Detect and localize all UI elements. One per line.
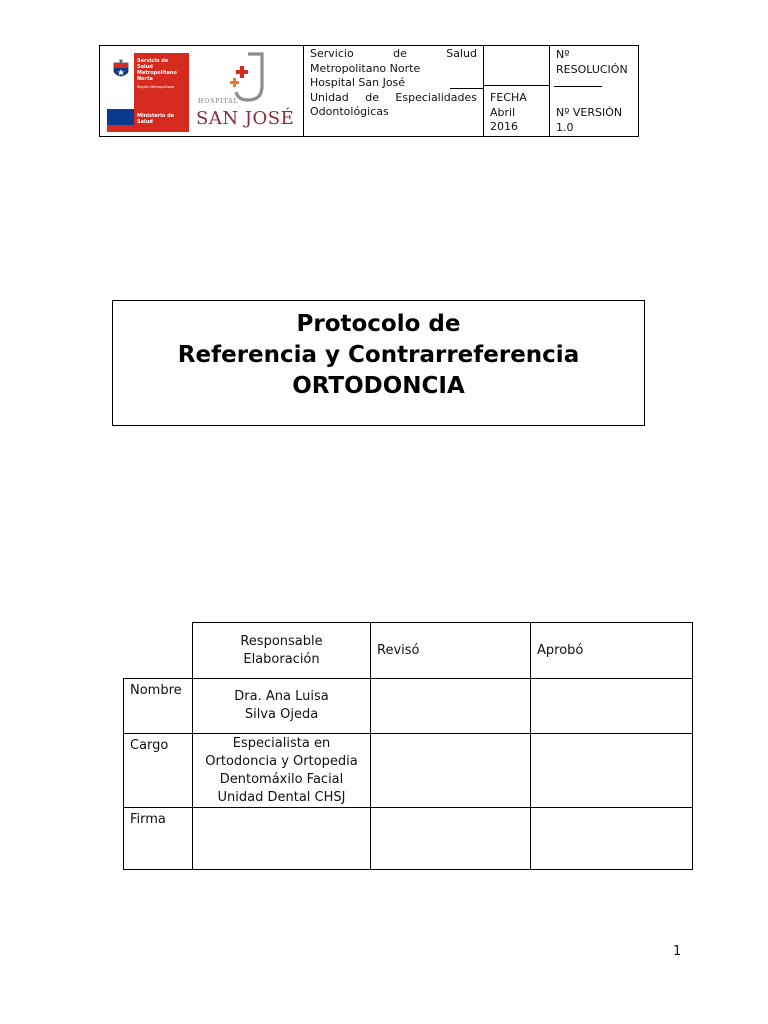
fecha-label: FECHA [490, 91, 527, 104]
resolucion-cell [550, 46, 638, 136]
service-line-3-wrap [310, 76, 477, 91]
resolucion-rule [554, 86, 602, 87]
hospital-logo-name: SAN JOSÉ [196, 108, 295, 129]
fecha-month: Abril [490, 105, 516, 119]
service-cell [304, 46, 484, 136]
table-row [124, 808, 693, 870]
nombre-line2: Silva Ojeda [244, 707, 319, 722]
cargo-reviso-cell [371, 734, 531, 808]
cargo-aprobo-cell [531, 734, 693, 808]
fecha-cell [484, 46, 550, 136]
minsal-text-4: Norte [137, 76, 153, 82]
minsal-text-3: Metropolitano [137, 70, 177, 76]
version-value: 1.0 [556, 120, 574, 134]
resolucion-label2: RESOLUCIÓN [556, 62, 628, 76]
fecha-divider [484, 85, 549, 86]
document-header-table [99, 45, 639, 137]
version-block [556, 106, 622, 135]
header-aprobo: Aprobó [537, 642, 584, 658]
nombre-value-cell [193, 679, 371, 734]
minsal-text-2: Salud [137, 64, 153, 70]
row-label-cell [124, 679, 193, 734]
cargo-label: Cargo [130, 738, 169, 753]
cargo-line1: Especialista en [232, 736, 331, 751]
service-line-4: Unidad de Especialidades [310, 90, 477, 104]
service-line-1: Servicio de Salud [310, 47, 477, 60]
firma-aprobo-cell [531, 808, 693, 870]
minsal-text-1: Servicio de [137, 58, 169, 64]
title-line-3: ORTODONCIA [292, 373, 465, 399]
header-cell-elaboracion [193, 623, 371, 679]
cargo-value-cell [193, 734, 371, 808]
header-reviso: Revisó [377, 642, 420, 658]
header-cell-reviso [371, 623, 531, 679]
hospital-san-jose-emblem-icon [224, 52, 268, 104]
title-line-2: Referencia y Contrarreferencia [177, 342, 580, 368]
service-line-3: Hospital San José [310, 76, 406, 89]
row-label-cell [124, 734, 193, 808]
logo-cell [100, 46, 304, 136]
firma-reviso-cell [371, 808, 531, 870]
service-line-5: Odontológicas [310, 105, 389, 118]
firma-label: Firma [130, 812, 166, 827]
header-elaboracion-line1: Responsable [240, 633, 323, 649]
table-corner-cell [124, 623, 193, 679]
minsal-text-7: Salud [137, 119, 153, 125]
minsal-text-6: Ministerio de [137, 113, 175, 119]
title-box [112, 300, 645, 426]
header-cell-aprobo [531, 623, 693, 679]
minsal-logo [107, 53, 189, 132]
coat-of-arms-icon [111, 59, 131, 81]
row-label-cell [124, 808, 193, 870]
hospital-logo-small-text: HOSPITAL [198, 98, 239, 105]
header-elaboracion-line2: Elaboración [243, 651, 320, 667]
nombre-reviso-cell [371, 679, 531, 734]
firma-elaboracion-cell [193, 808, 371, 870]
nombre-aprobo-cell [531, 679, 693, 734]
fecha-year: 2016 [490, 120, 518, 133]
title-line-1: Protocolo de [296, 311, 461, 337]
version-label: Nº VERSIÓN [556, 106, 623, 119]
table-row [124, 679, 693, 734]
service-line-2: Metropolitano Norte [310, 61, 421, 75]
underline-rule [450, 88, 484, 89]
cargo-line3: Dentomáxilo Facial [219, 772, 344, 787]
table-row [124, 734, 693, 808]
cargo-line2: Ortodoncia y Ortopedia [205, 754, 358, 769]
table-row [124, 623, 693, 679]
nombre-line1: Dra. Ana Luisa [234, 689, 329, 704]
resolucion-block [556, 48, 628, 77]
minsal-text-5: Región Metropolitana [137, 85, 175, 89]
responsibility-table [123, 622, 693, 870]
fecha-block [490, 91, 527, 135]
nombre-label: Nombre [130, 683, 182, 698]
resolucion-label: Nº [556, 48, 570, 61]
cargo-line4: Unidad Dental CHSJ [217, 790, 346, 805]
page-number: 1 [673, 944, 682, 959]
